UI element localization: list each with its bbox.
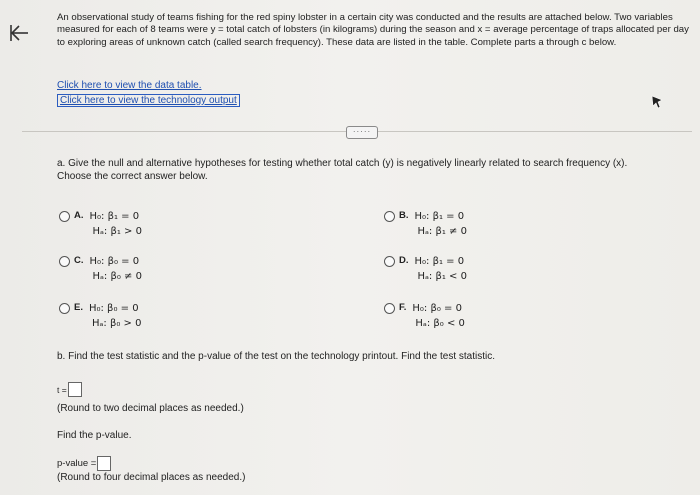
null-hypothesis: H₀: β₁ = 0 <box>414 211 465 222</box>
null-hypothesis: H₀: β₀ = 0 <box>88 303 139 314</box>
radio-button[interactable] <box>384 303 395 314</box>
hypotheses <box>89 301 141 331</box>
back-arrow-icon[interactable] <box>8 22 30 44</box>
p-rounding-note: (Round to four decimal places as needed.) <box>57 472 246 483</box>
hypotheses <box>412 301 464 331</box>
alternative-hypothesis: Hₐ: β₁ ≠ 0 <box>417 226 467 237</box>
option-f[interactable] <box>384 301 465 331</box>
option-letter: D. <box>399 255 409 266</box>
radio-button[interactable] <box>59 211 70 222</box>
option-e[interactable] <box>59 301 141 331</box>
radio-button[interactable] <box>59 256 70 267</box>
null-hypothesis: H₀: β₁ = 0 <box>414 256 465 267</box>
part-a-question: a. Give the null and alternative hypotheses for testing whether total catch (y) is negatively linearly related to search frequency (x). Choose the correct answer below. <box>57 158 628 182</box>
data-table-link[interactable]: Click here to view the data table. <box>57 80 202 91</box>
radio-button[interactable] <box>59 303 70 314</box>
hypotheses <box>415 254 467 284</box>
mouse-cursor-icon <box>651 95 663 109</box>
option-letter: C. <box>74 255 84 266</box>
technology-output-link[interactable]: Click here to view the technology output <box>57 94 240 107</box>
t-rounding-note: (Round to two decimal places as needed.) <box>57 403 244 414</box>
alternative-hypothesis: Hₐ: β₀ > 0 <box>91 318 142 329</box>
null-hypothesis: H₀: β₁ = 0 <box>89 211 140 222</box>
p-value-input[interactable] <box>97 456 111 471</box>
null-hypothesis: H₀: β₀ = 0 <box>412 303 462 314</box>
t-answer-row <box>57 382 82 397</box>
radio-button[interactable] <box>384 211 395 222</box>
hypotheses <box>90 209 142 239</box>
option-letter: E. <box>74 302 83 313</box>
t-statistic-input[interactable] <box>68 382 82 397</box>
hypotheses <box>415 209 467 239</box>
option-c[interactable] <box>59 254 142 284</box>
radio-button[interactable] <box>384 256 395 267</box>
hypotheses <box>90 254 142 284</box>
p-value-prompt: Find the p-value. <box>57 430 132 441</box>
option-b[interactable] <box>384 209 467 239</box>
option-letter: B. <box>399 210 409 221</box>
option-letter: F. <box>399 302 407 313</box>
alternative-hypothesis: Hₐ: β₁ < 0 <box>417 271 467 282</box>
expand-button[interactable]: ····· <box>346 126 378 139</box>
problem-statement: An observational study of teams fishing for the red spiny lobster in a certain city was conducted and the results are attached below. Two variables measured for each of 8 teams were y = total catch of lobsters (in kilograms) during the season and x = average percentage of traps allocated per day to exploring areas of unknown catch (called search frequency). These data are listed in the table. Complete parts a through c below. <box>57 12 689 48</box>
alternative-hypothesis: Hₐ: β₁ > 0 <box>92 226 142 237</box>
option-a[interactable] <box>59 209 142 239</box>
p-value-label: p-value = <box>57 458 97 469</box>
alternative-hypothesis: Hₐ: β₀ < 0 <box>415 318 465 329</box>
option-d[interactable] <box>384 254 467 284</box>
alternative-hypothesis: Hₐ: β₀ ≠ 0 <box>92 271 142 282</box>
null-hypothesis: H₀: β₀ = 0 <box>89 256 140 267</box>
option-letter: A. <box>74 210 84 221</box>
part-b-question: b. Find the test statistic and the p-value of the test on the technology printout. Find the test statistic. <box>57 351 496 362</box>
p-answer-row <box>57 456 111 471</box>
t-label: t = <box>57 384 67 395</box>
